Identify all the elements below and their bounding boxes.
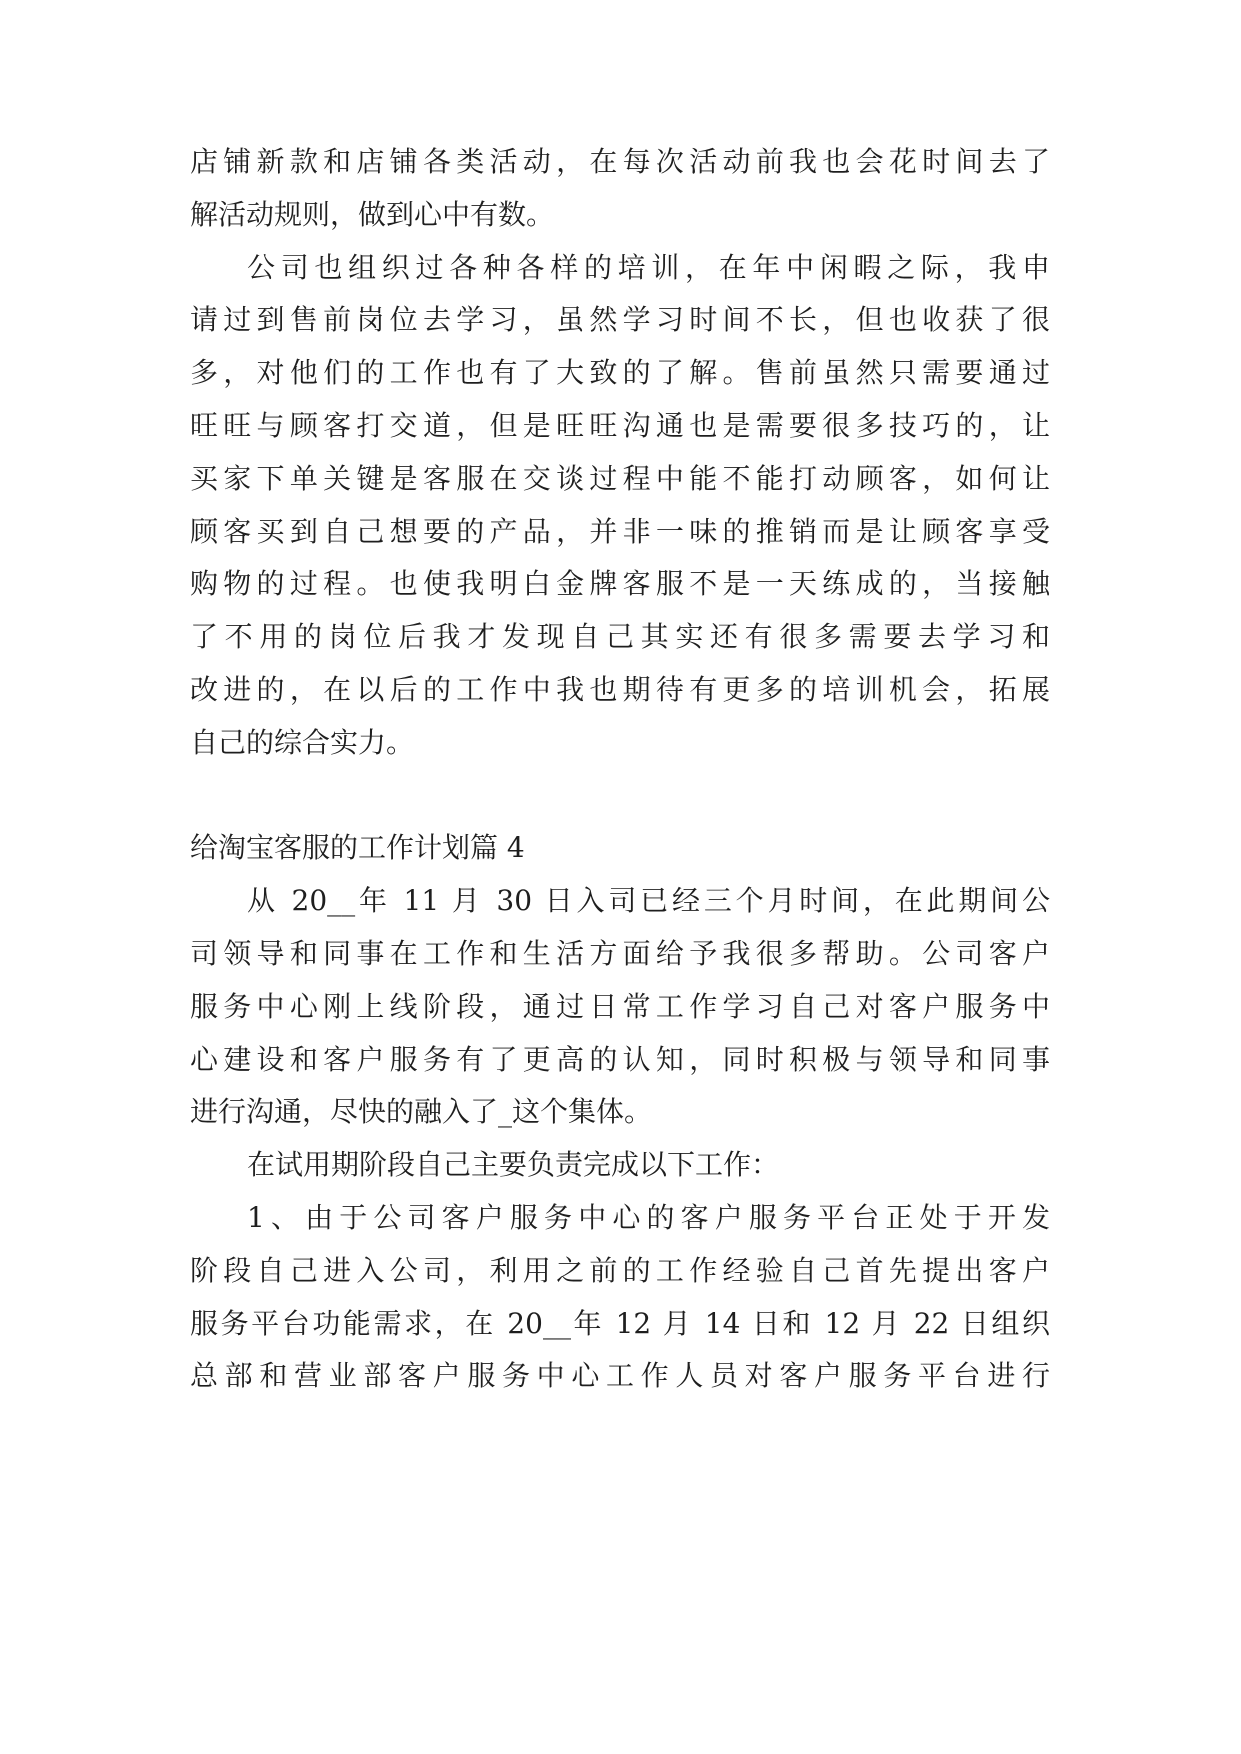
text-line: 心建设和客户服务有了更高的认知，同时积极与领导和同事 — [190, 1042, 1050, 1076]
text-line: 服务中心刚上线阶段，通过日常工作学习自己对客户服务中 — [190, 989, 1050, 1023]
section-heading: 给淘宝客服的工作计划篇 4 — [190, 831, 525, 865]
text-line: 解活动规则，做到心中有数。 — [190, 197, 555, 231]
text-line: 在试用期阶段自己主要负责完成以下工作： — [247, 1148, 780, 1182]
document-body — [190, 136, 1050, 1403]
paragraph — [190, 1192, 1050, 1403]
text-line: 请过到售前岗位去学习，虽然学习时间不长，但也收获了很 — [190, 303, 1050, 337]
text-line: 服务平台功能需求，在 20__年 12 月 14 日和 12 月 22 日组织 — [190, 1306, 1050, 1340]
text-line: 买家下单关键是客服在交谈过程中能不能打动顾客，如何让 — [190, 461, 1050, 495]
paragraph — [190, 242, 1050, 770]
paragraph — [190, 875, 1050, 1139]
text-line: 店铺新款和店铺各类活动，在每次活动前我也会花时间去了 — [190, 145, 1050, 178]
paragraph — [190, 1139, 1050, 1192]
text-line: 顾客买到自己想要的产品，并非一味的推销而是让顾客享受 — [190, 514, 1050, 548]
text-line: 自己的综合实力。 — [190, 725, 415, 759]
text-line: 进行沟通，尽快的融入了_这个集体。 — [190, 1095, 653, 1129]
text-line: 从 20__年 11 月 30 日入司已经三个月时间，在此期间公 — [247, 884, 1050, 918]
text-line: 1、由于公司客户服务中心的客户服务平台正处于开发 — [247, 1200, 1050, 1234]
blank-line — [190, 770, 1050, 823]
text-line: 旺旺与顾客打交道，但是旺旺沟通也是需要很多技巧的，让 — [190, 408, 1050, 442]
paragraph — [190, 136, 1050, 242]
text-line: 阶段自己进入公司，利用之前的工作经验自己首先提出客户 — [190, 1253, 1050, 1287]
text-line: 司领导和同事在工作和生活方面给予我很多帮助。公司客户 — [190, 936, 1050, 970]
text-line: 总部和营业部客户服务中心工作人员对客户服务平台进行 — [190, 1359, 1050, 1393]
text-line: 公司也组织过各种各样的培训，在年中闲暇之际，我申 — [247, 250, 1050, 284]
text-line: 多，对他们的工作也有了大致的了解。售前虽然只需要通过 — [190, 356, 1050, 390]
text-line: 了不用的岗位后我才发现自己其实还有很多需要去学习和 — [190, 620, 1050, 654]
text-line: 改进的，在以后的工作中我也期待有更多的培训机会，拓展 — [190, 672, 1050, 706]
text-line: 购物的过程。也使我明白金牌客服不是一天练成的，当接触 — [190, 567, 1050, 601]
